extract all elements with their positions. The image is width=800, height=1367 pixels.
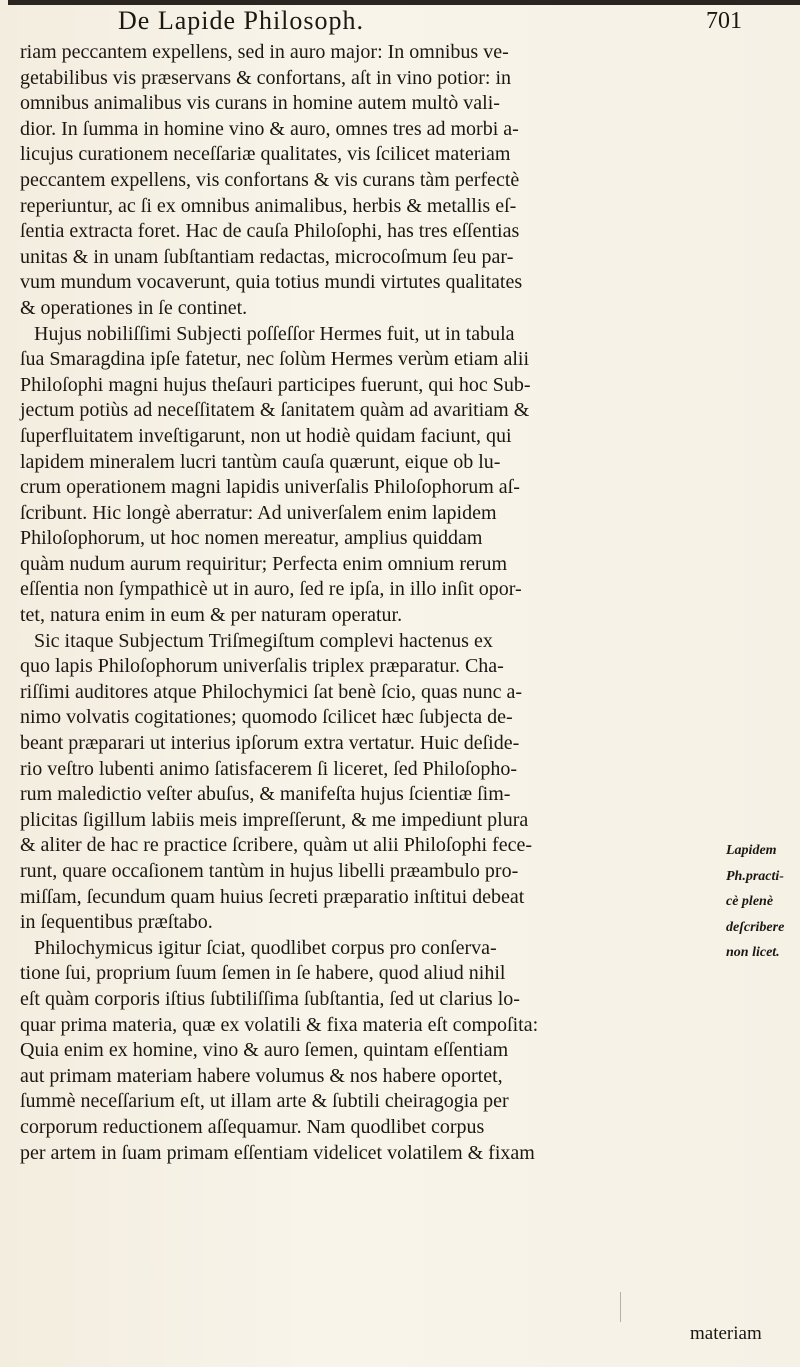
text-line: tet, natura enim in eum & per naturam operatur.: [20, 604, 403, 627]
text-line: dior. In ſumma in homine vino & auro, omnes tres ad morbi a-: [20, 117, 519, 140]
text-line: lapidem mineralem lucri tantùm cauſa quærunt, eique ob lu-: [20, 450, 501, 473]
text-line: per artem in ſuam primam eſſentiam videlicet volatilem & fixam: [20, 1141, 535, 1164]
text-line: Quia enim ex homine, vino & auro ſemen, quintam eſſentiam: [20, 1039, 509, 1062]
ink-mark: [620, 1292, 621, 1322]
text-line: plicitas ſigillum labiis meis impreſſerunt, & me impediunt plura: [20, 808, 529, 831]
text-line: reperiuntur, ac ſi ex omnibus animalibus, herbis & metallis eſ-: [20, 194, 517, 217]
paragraph-start-line: Hujus nobiliſſimi Subjecti poſſeſſor Hermes fuit, ut in tabula: [34, 322, 515, 345]
text-line: peccantem expellens, vis confortans & vis curans tàm perfectè: [20, 168, 520, 191]
running-title: De Lapide Philosoph.: [118, 6, 365, 35]
text-line: rum maledictio veſter abuſus, & manifeſta hujus ſcientiæ ſim-: [20, 783, 511, 806]
text-line: jectum potiùs ad neceſſitatem & ſanitatem quàm ad avaritiam &: [20, 399, 530, 422]
paragraph-start-line: Philochymicus igitur ſciat, quodlibet corpus pro conſerva-: [34, 936, 497, 959]
text-line: eſſentia non ſympathicè ut in auro, ſed re ipſa, in illo inſit opor-: [20, 578, 522, 601]
text-line: aut primam materiam habere volumus & nos habere oportet,: [20, 1064, 503, 1087]
text-line: in ſequentibus præſtabo.: [20, 911, 213, 934]
text-line: ſua Smaragdina ipſe fatetur, nec ſolùm Hermes verùm etiam alii: [20, 348, 530, 371]
text-line: vum mundum vocaverunt, quia totius mundi virtutes qualitates: [20, 271, 523, 294]
text-line: unitas & in unam ſubſtantiam redactas, microcoſmum ſeu par-: [20, 245, 514, 268]
text-line: Philoſophorum, ut hoc nomen mereatur, amplius quiddam: [20, 527, 483, 550]
text-line: crum operationem magni lapidis univerſalis Philoſophorum aſ-: [20, 476, 520, 499]
paragraph-start-line: Sic itaque Subjectum Triſmegiſtum complevi hactenus ex: [34, 629, 493, 652]
marginal-note-line: deſcribere: [726, 919, 785, 935]
text-line: runt, quare occaſionem tantùm in hujus libelli præambulo pro-: [20, 860, 519, 882]
text-line: licujus curationem neceſſariæ qualitates, vis ſcilicet materiam: [20, 143, 511, 166]
text-line: Philoſophi magni hujus theſauri participes fuerunt, qui hoc Sub-: [20, 373, 531, 396]
text-line: rio veſtro lubenti animo ſatisfacerem ſi liceret, ſed Philoſopho-: [20, 757, 518, 780]
text-line: getabilibus vis præservans & confortans, aſt in vino potior: in: [20, 66, 512, 89]
text-line: quàm nudum aurum requiritur; Perfecta enim omnium rerum: [20, 552, 508, 575]
text-line: & operationes in ſe continet.: [20, 296, 248, 319]
marginal-note-line: cè plenè: [726, 894, 774, 910]
text-line: riſſimi auditores atque Philochymici ſat benè ſcio, quas nunc a-: [20, 680, 523, 703]
text-line: & aliter de hac re practice ſcribere, quàm ut alii Philoſophi fece-: [20, 834, 532, 857]
text-line: omnibus animalibus vis curans in homine autem multò vali-: [20, 92, 500, 115]
text-line: corporum reductionem aſſequamur. Nam quodlibet corpus: [20, 1115, 485, 1138]
text-line: eſt quàm corporis iſtius ſubtiliſſima ſubſtantia, ſed ut clarius lo-: [20, 987, 520, 1010]
text-line: tione ſui, proprium ſuum ſemen in ſe habere, quod aliud nihil: [20, 962, 506, 985]
text-line: ſcribunt. Hic longè aberratur: Ad univerſalem enim lapidem: [20, 501, 497, 524]
text-line: riam peccantem expellens, sed in auro major: In omnibus ve-: [20, 41, 509, 63]
catchword: materiam: [690, 1323, 762, 1344]
text-line: ſentia extracta foret. Hac de cauſa Philoſophi, has tres eſſentias: [20, 220, 520, 243]
text-line: quo lapis Philoſophorum univerſalis triplex præparatur. Cha-: [20, 655, 504, 678]
text-line: miſſam, ſecundum quam huius ſecreti præparatio inſtitui debeat: [20, 885, 525, 908]
page-number: 701: [706, 8, 742, 34]
marginal-note: [726, 838, 800, 966]
marginal-note-line: Lapidem: [726, 843, 777, 858]
marginal-note-line: non licet.: [726, 945, 780, 961]
text-line: quar prima materia, quæ ex volatili & fixa materia eſt compoſita:: [20, 1013, 539, 1036]
body-text: [20, 40, 760, 1166]
text-line: ſummè neceſſarium eſt, ut illam arte & ſubtili cheiragogia per: [20, 1090, 509, 1113]
marginal-note-line: Ph.practi-: [726, 868, 784, 884]
text-line: ſuperfluitatem inveſtigarunt, non ut hodiè quidam faciunt, qui: [20, 424, 512, 447]
text-line: nimo volvatis cogitationes; quomodo ſcilicet hæc ſubjecta de-: [20, 706, 513, 729]
text-line: beant præparari ut interius ipſorum extra vertatur. Huic deſide-: [20, 732, 520, 755]
